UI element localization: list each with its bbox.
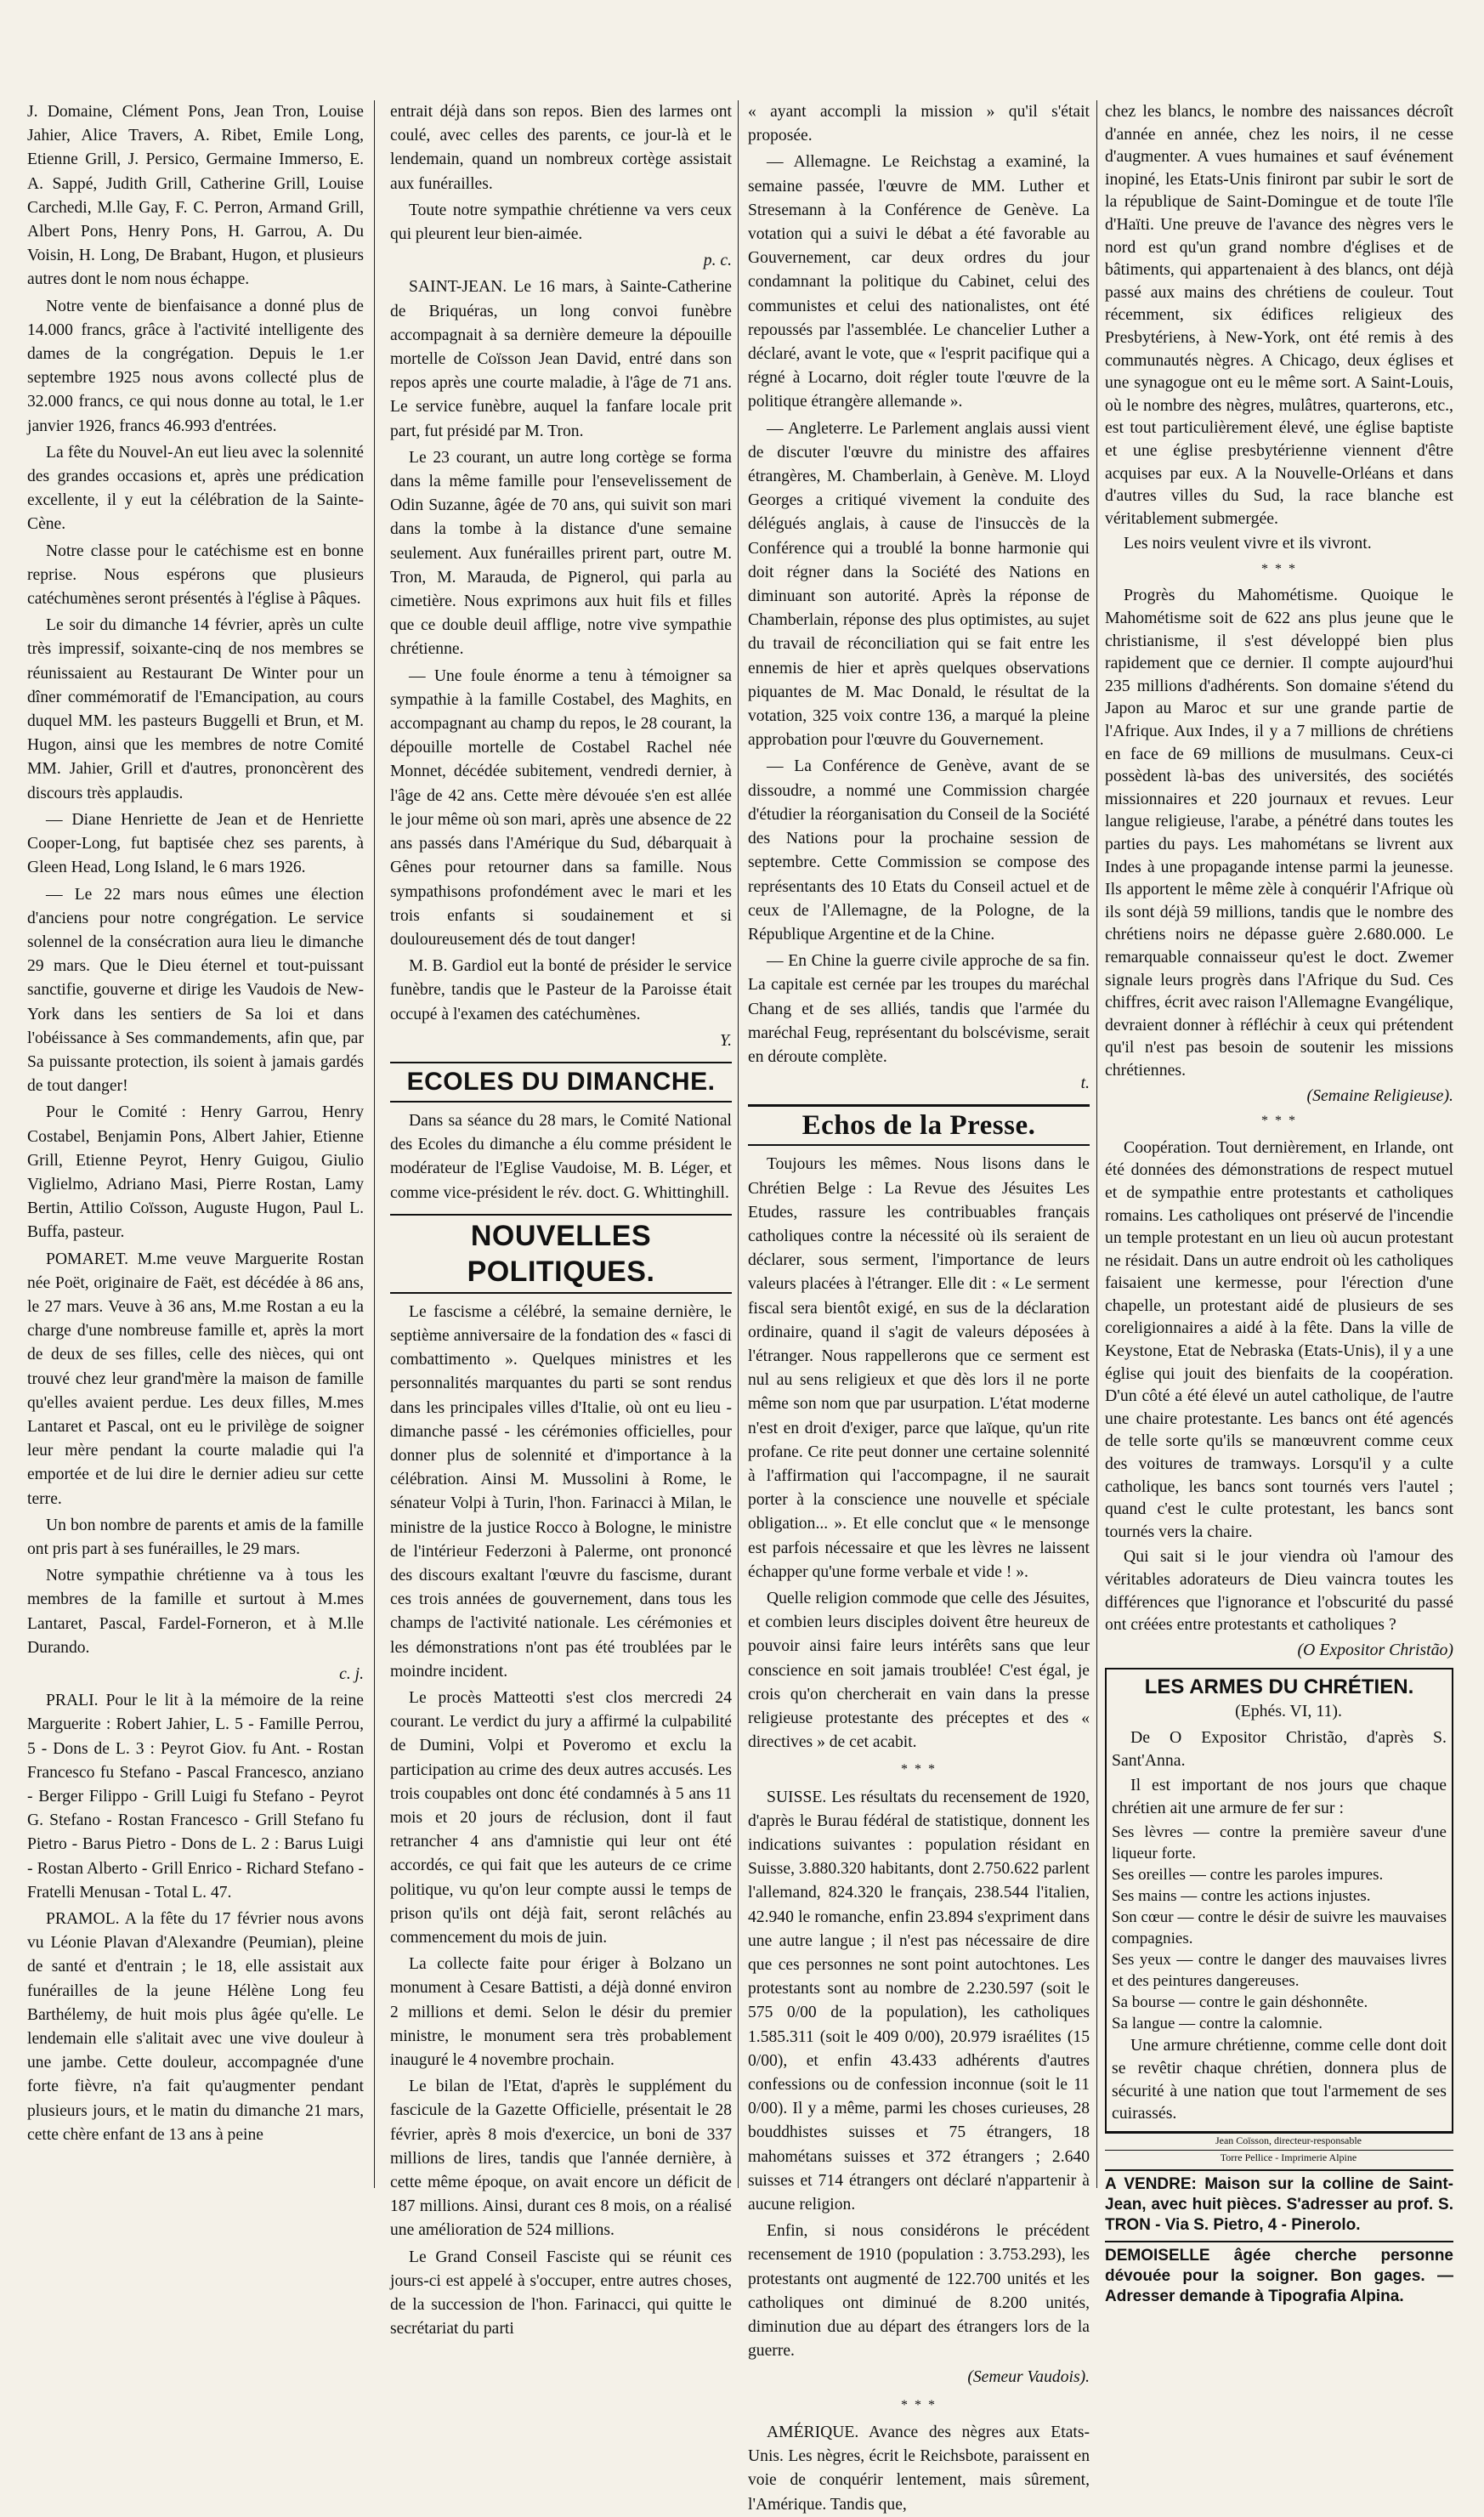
paragraph: Notre classe pour le catéchisme est en bonne reprise. Nous espérons que plusieurs catéchumènes seront présentés à l'église à Pâques. bbox=[27, 541, 364, 609]
paragraph: Les noirs veulent vivre et ils vivront. bbox=[1124, 534, 1372, 553]
armes-item: Sa bourse — contre le gain déshonnête. bbox=[1112, 1993, 1368, 2012]
paragraph: — Angleterre. Le Parlement anglais aussi vient de discuter l'œuvre du ministre des affaires étrangères, M. Chamberlain, à Genève. M. Lloyd Georges a critiqué vivement la conduite des délégués anglais, à cause de l'insuccès de la Conférence qui a troublé la bonne harmonie qui doit régner dans la Société des Nations en diminuant son autorité. Après la réponse de Chamberlain, réponse des plus optimistes, au sujet du travail de réconciliation qui se fait entre les ennemis de hier et après quelques observations piquantes de M. Mac Donald, le résultat de la votation, 325 voix contre 136, a marqué la pleine approbation pour l'œuvre du Gouvernement. bbox=[748, 419, 1090, 750]
paragraph: POMARET. M.me veuve Marguerite Rostan née Poët, originaire de Faët, est décédée à 86 ans, le 27 mars. Veuve à 36 ans, M.me Rostan a eu la charge d'une nombreuse famille et, après la mort de deux de ses filles, celle des nièces, qui ont trouvé chez leur grand'mère la maison de famille qu'elles avaient perdue. Les deux filles, M.mes Lantaret et Pascal, ont eu le privilège de soigner leur mère pendant la courte maladie qui l'a emportée et de lui dire le dernier adieu sur cette terre. bbox=[27, 1250, 364, 1508]
paragraph: « ayant accompli la mission » qu'il s'était proposée. bbox=[748, 103, 1090, 145]
column-rule bbox=[374, 100, 375, 2188]
column-4 bbox=[1105, 100, 1453, 2305]
column-3 bbox=[748, 100, 1090, 2514]
paragraph: Enfin, si nous considérons le précédent recensement de 1910 (population : 3.753.293), les protestants ont augmenté de 122.700 unités et les catholiques ont diminué de 8.200 unités, diminution due au départ des étrangers lors de la guerre. bbox=[748, 2222, 1090, 2361]
section-heading-nouvelles: NOUVELLES POLITIQUES. bbox=[390, 1214, 732, 1294]
column-2 bbox=[390, 100, 732, 2338]
paragraph: Le bilan de l'Etat, d'après le supplément du fascicule de la Gazette Officielle, présentait le 28 février, après 8 mois d'exercice, un boni de 337 millions de lires, tandis que l'année dernière, à cette même époque, on avait encore un déficit de 187 millions. Ainsi, durant ces 8 mois, on a réalisé une amélioration de 524 millions. bbox=[390, 2078, 732, 2240]
signature: c. j. bbox=[339, 1665, 364, 1683]
signature: (Semeur Vaudois). bbox=[967, 2368, 1090, 2387]
paragraph: Notre sympathie chrétienne va à tous les membres de la famille et surtout à M.mes Lantaret, Pascal, Fardel-Forneron, et à M.lle Durando. bbox=[27, 1567, 364, 1657]
signature: t. bbox=[1080, 1074, 1090, 1093]
separator-stars: * * * bbox=[1261, 1114, 1297, 1129]
column-1 bbox=[27, 100, 364, 2186]
separator-stars: * * * bbox=[901, 2397, 937, 2412]
paragraph: De O Expositor Christão, d'après S. Sant'Anna. bbox=[1112, 1727, 1447, 1770]
paragraph: Un bon nombre de parents et amis de la famille ont pris part à ses funérailles, le 29 mars. bbox=[27, 1516, 364, 1558]
signature: (Semaine Religieuse). bbox=[1306, 1086, 1453, 1105]
signature: (O Expositor Christão) bbox=[1297, 1640, 1453, 1659]
paragraph: J. Domaine, Clément Pons, Jean Tron, Louise Jahier, Alice Travers, A. Ribet, Emile Long, Etienne Grill, J. Persico, Germaine Immerso, E. A. Sappé, Judith Grill, Catherine Grill, Louise Carchedi, M.lle Gay, F. C. Perron, Armand Grill, Albert Pons, Henry Pons, H. Garrou, A. Du Voisin, H. Long, De Brabant, Hugon, et plusieurs autres dont le nom nous échappe. bbox=[27, 103, 364, 289]
armes-item: Sa langue — contre la calomnie. bbox=[1112, 2015, 1323, 2033]
armes-item: Ses mains — contre les actions injustes. bbox=[1112, 1887, 1371, 1906]
classified-ad-demoiselle: DEMOISELLE âgée cherche personne dévouée pour la soigner. Bon gages. — Adresser demande à Tipografia Alpina. bbox=[1105, 2241, 1453, 2307]
paragraph: Dans sa séance du 28 mars, le Comité National des Ecoles du dimanche a élu comme président le modérateur de l'Eglise Vaudoise, M. B. Léger, et comme vice-président le rév. doct. G. Whittinghill. bbox=[390, 1111, 732, 1202]
paragraph: Toujours les mêmes. Nous lisons dans le Chrétien Belge : La Revue des Jésuites Les Etudes, rassure les contribuables français catholiques contre la nécessité où ils seraient de déclarer, sous serment, l'importance de leurs valeurs placées à l'étranger. Elle dit : « Le serment fiscal sera bientôt exigé, en sus de la déclaration ordinaire, quand il s'agit de valeurs déposées à l'étranger. Nous rappellerons que ce serment est nul au sens religieux et que dès lors il ne porte même son nom que par usurpation. L'état moderne n'est en droit d'exiger, parce que laïque, qu'un rite profane. Ce rite peut donner une certaine solennité à l'affirmation qui l'accompagne, il ne saurait porter à la conscience une nouvelle et spéciale obligation... ». Et elle conclut que « le mensonge est parfois nécessaire et que les lèvres ne laissent échapper qu'une forme verbale et vide ! ». bbox=[748, 1155, 1090, 1581]
armes-item: Ses yeux — contre le danger des mauvaises livres et des peintures dangereuses. bbox=[1112, 1951, 1447, 1991]
paragraph: PRAMOL. A la fête du 17 février nous avons vu Léonie Plavan d'Alexandre (Peumian), pleine de santé et d'entrain ; le 18, elle assistait aux funérailles de la jeune Hélène Long feu Barthélemy, de huit mois plus âgée qu'elle. Le lendemain elle s'alitait avec une vive douleur à une jambe. Cette douleur, accompagnée d'une forte fièvre, n'a fait qu'augmenter pendant plusieurs jours, et le matin du dimanche 21 mars, cette chère enfant de 13 ans à peine bbox=[27, 1910, 364, 2144]
paragraph: chez les blancs, le nombre des naissances décroît d'année en année, chez les noirs, il ne cesse d'augmenter. A vues humaines et sauf événement inopiné, les Etats-Unis finiront par subir le sort de la république de Saint-Domingue et de toute l'île d'Haïti. Une preuve de l'avance des nègres vers le nord est qu'un grand nombre d'églises et de bâtiments, qui appartenaient à des blancs, ont déjà passé aux mains des chrétiens de couleur. Tout récemment, six édifices religieux des Presbytériens, à New-York, ont été remis à des communautés nègres. A Chicago, deux églises et une synagogue ont eu le même sort. A Saint-Louis, où le nombre des nègres, mulâtres, quarterons, etc., est tout particulièrement élevé, une église baptiste et une église presbytérienne viennent d'être acquises par eux. A la Nouvelle-Orléans et dans d'autres villes du Sud, la race blanche est véritablement submergée. bbox=[1105, 102, 1453, 528]
section-heading-ecoles: ECOLES DU DIMANCHE. bbox=[390, 1062, 732, 1103]
paragraph: Le Grand Conseil Fasciste qui se réunit ces jours-ci est appelé à s'occuper, entre autres choses, de la succession de l'hon. Farinacci, qui quitte le secrétariat du parti bbox=[390, 2248, 732, 2338]
paragraph: PRALI. Pour le lit à la mémoire de la reine Marguerite : Robert Jahier, L. 5 - Famille Perrou, 5 - Dons de L. 3 : Peyrot Giov. fu Ant. - Rostan Francesco fu Stefano - Pascal Francesco, anziano - Berger Filippo - Grill Luigi fu Stefano - Peyrot G. Stefano - Rostan Francesco - Grill Stefano fu Pietro - Barus Pietro - Dons de L. 2 : Barus Luigi - Rostan Alberto - Grill Enrico - Richard Stefano - Fratelli Menusan - Total L. 47. bbox=[27, 1692, 364, 1902]
paragraph: Une armure chrétienne, comme celle dont doit se revêtir chaque chrétien, donnera plus de sécurité à une nation que tout l'armement de ses cuirassés. bbox=[1112, 2036, 1447, 2123]
paragraph: Le soir du dimanche 14 février, après un culte très impressif, soixante-cinq de nos membres se réunissaient au Restaurant De Winter pour un dîner commémoratif de l'Emancipation, au cours duquel MM. les pasteurs Buggelli et Brun, et M. Hugon, ainsi que les membres de notre Comité MM. Jahier, Grill et d'autres, prononcèrent des discours très applaudis. bbox=[27, 616, 364, 802]
paragraph: Progrès du Mahométisme. Quoique le Mahométisme soit de 622 ans plus jeune que le christianisme, il s'est développé bien plus rapidement que ce dernier. Il compte aujourd'hui 235 millions d'adhérents. Son domaine s'étend du Japon au Maroc et sur une grande partie de l'Afrique. Aux Indes, il y a 7 millions de chrétiens en face de 69 millions de musulmans. Ceux-ci possèdent là-bas des universités, des sociétés missionnaires et 220 journaux et revues. Leur langue religieuse, l'arabe, a pénétré dans toutes les parties du pays. Les mahométans se livrent aux Indes à une propagande intense parmi la jeunesse. Ils apportent le même zèle à conquérir l'Afrique où ils sont déjà 59 millions, tandis que le nombre des chrétiens noirs ne dépasse guère 2.680.000. Le remarquable connaisseur qu'est le doct. Zwemer signale leurs progrès dans l'Afrique du Sud. Ces chiffres, écrit avec raison l'Allemagne Evangélique, devraient donner à réfléchir à ceux qui prétendent qu'il n'est pas besoin de soutenir les missions chrétiennes. bbox=[1105, 586, 1453, 1080]
paragraph: — En Chine la guerre civile approche de sa fin. La capitale est cernée par les troupes du maréchal Chang et de ses alliés, tandis que l'armée du maréchal Feug, représentant du bolscévisme, serait en déroute complète. bbox=[748, 952, 1090, 1066]
armes-reference: (Ephés. VI, 11). bbox=[1235, 1702, 1342, 1721]
section-heading-echos: Echos de la Presse. bbox=[748, 1104, 1090, 1146]
armes-item: Ses lèvres — contre la première saveur d'une liqueur forte. bbox=[1112, 1823, 1447, 1863]
armes-item: Ses oreilles — contre les paroles impures. bbox=[1112, 1866, 1384, 1885]
paragraph: — Le 22 mars nous eûmes une élection d'anciens pour notre congrégation. Le service solennel de la consécration aura lieu le dimanche 29 mars. Que le Dieu éternel et tout-puissant sanctifie, gouverne et dirige les Vaudois de New-York dans les sentiers de Sa loi et dans l'obéissance à Ses commandements, afin que, par Sa puissante protection, ils soient à jamais gardés de tout danger! bbox=[27, 885, 364, 1096]
paragraph: Qui sait si le jour viendra où l'amour des véritables adorateurs de Dieu vaincra toutes les différences que l'ignorance et l'obscurité du passé ont créées entre protestants et catholiques ? bbox=[1105, 1547, 1453, 1635]
paragraph: Le 23 courant, un autre long cortège se forma dans la même famille pour l'ensevelissement de Odin Suzanne, âgée de 70 ans, qui suivit son mari dans la tombe à la distance d'une semaine seulement. Aux funérailles prirent part, outre M. Tron, M. Marauda, de Pignerol, qui parla au cimetière. Nous exprimons aux huit fils et filles que ce double deuil afflige, notre vive sympathie chrétienne. bbox=[390, 448, 732, 659]
classified-ad-maison: A VENDRE: Maison sur la colline de Saint-Jean, avec huit pièces. S'adresser au prof. S. TRON - Via S. Pietro, 4 - Pinerolo. bbox=[1105, 2169, 1453, 2236]
paragraph: Il est important de nos jours que chaque chrétien ait une armure de fer sur : bbox=[1112, 1776, 1447, 1817]
paragraph: — Diane Henriette de Jean et de Henriette Cooper-Long, fut baptisée chez ses parents, à Gleen Head, Long Island, le 6 mars 1926. bbox=[27, 810, 364, 877]
paragraph: AMÉRIQUE. Avance des nègres aux Etats-Unis. Les nègres, écrit le Reichsbote, paraissent en voie de conquérir lentement, mais sûrement, l'Amérique. Tandis que, bbox=[748, 2423, 1090, 2514]
paragraph: La collecte faite pour ériger à Bolzano un monument à Cesare Battisti, a déjà donné environ 2 millions et demi. Selon le désir du premier ministre, le monument sera très probablement inauguré le 4 novembre prochain. bbox=[390, 1955, 732, 2070]
paragraph: — Une foule énorme a tenu à témoigner sa sympathie à la famille Costabel, des Maghits, en accompagnant au champ du repos, le 28 courant, la dépouille mortelle de Costabel Rachel née Monnet, décédée subitement, vendredi dernier, à l'âge de 42 ans. Cette mère dévouée s'en est allée le jour même où son mari, après une absence de 22 ans passés dans l'Amérique du Sud, débarquait à Gênes pour retourner dans sa famille. Nous sympathisons profondément avec le mari et les trois enfants si soudainement et si douloureusement dés de tout danger! bbox=[390, 666, 732, 949]
paragraph: Le procès Matteotti s'est clos mercredi 24 courant. Le verdict du jury a affirmé la culpabilité de Dumini, Volpi et Poveromo et exclu la participation au crime des deux autres accusés. Les trois coupables ont donc été condamnés à 5 ans 11 mois et 20 jours de réclusion, dont il faut retrancher 4 ans d'amnistie qui leur ont été accordés, ce qui fait que les auteurs de ce crime politique, vu qu'on leur compte aussi le temps de prison qu'ils ont déjà fait, seront relâchés au commencement du mois de juin. bbox=[390, 1688, 732, 1947]
signature: p. c. bbox=[703, 252, 732, 270]
armes-title: LES ARMES DU CHRÉTIEN. bbox=[1144, 1675, 1414, 1699]
paragraph: entrait déjà dans son repos. Bien des larmes ont coulé, avec celles des parents, ce jour-là et le lendemain, quand un nombreux cortège assistait aux funérailles. bbox=[390, 103, 732, 193]
paragraph: Coopération. Tout dernièrement, en Irlande, ont été données des démonstrations de respect mutuel et de sympathie entre protestants et catholiques romains. Les catholiques ont préservé de l'incendie un temple protestant en un lieu où aucun protestant ne résidait. Dans un autre endroit où les catholiques faisaient une kermesse, pour l'érection d'une chapelle, un protestant aidé de plusieurs de ses coreligionnaires a aidé à la fête. Dans la ville de Keystone, Etat de Nebraska (Etats-Unis), il y a une église qui jouit des bienfaits de la coopération. D'un côté a été élevé un autel catholique, de l'autre une chaire protestante. Les bancs ont été agencés de telle sorte qu'ils se manœuvrent comme ceux des voitures de tramways. Lorsqu'il y a culte catholique, les bancs sont tournés vers l'autel ; quand c'est le culte protestant, les bancs sont tournés vers la chaire. bbox=[1105, 1137, 1453, 1541]
paragraph: Le fascisme a célébré, la semaine dernière, le septième anniversaire de la fondation des « fasci di combattimento ». Quelques ministres et les personnalités marquantes du parti se sont rendus dans les principales villes d'Italie, où ont eu lieu - dimanche passé - les cérémonies officielles, pour donner plus de solennité et d'importance à la célébration. Ainsi M. Mussolini à Rome, le sénateur Volpi à Turin, l'hon. Farinacci à Milan, le ministre de la justice Rocco à Bologne, le ministre de l'intérieur Federzoni à Palerme, ont prononcé des discours exaltant l'œuvre du fascisme, durant ces trois années de gouvernement, dans tous les champs de l'activité nationale. Les cérémonies et les démonstrations n'ont pas été troublées par le moindre incident. bbox=[390, 1302, 732, 1681]
paragraph: Pour le Comité : Henry Garrou, Henry Costabel, Benjamin Pons, Albert Jahier, Etienne Grill, Etienne Peyrot, Henry Guigou, Giulio Viglielmo, Adriano Masi, Pierre Rostan, Lamy Bertin, Attilio Coïsson, Auguste Hugon, Paul L. Buffa, pasteur. bbox=[27, 1103, 364, 1242]
imprint-printer: Torre Pellice - Imprimerie Alpine bbox=[1105, 2150, 1453, 2164]
paragraph: SUISSE. Les résultats du recensement de 1920, d'après le Burau fédéral de statistique, donnent les indications suivantes : population résidant en Suisse, 3.880.320 habitants, dont 2.750.622 parlent l'allemand, 824.320 le français, 238.544 l'italien, 42.940 le romanche, enfin 23.894 s'expriment dans une autre langue ; il n'est pas nécessaire de dire que ces personnes ne sont point autochtones. Les protestants sont au nombre de 2.230.597 (soit le 575 0/00 de la population), les catholiques 1.585.311 (soit le 409 0/00), 20.979 israélites (15 0/00), et enfin 43.433 adhérents d'autres confessions ou de confession inconnue (soit le 11 0/00). Il y a même, parmi les choses curieuses, 28 bouddhistes suisses et 75 étrangers, 18 mahométans suisses et 372 étrangers ; 2.640 suisses et 714 étrangers ont déclaré n'appartenir à aucune religion. bbox=[748, 1788, 1090, 2214]
paragraph: Notre vente de bienfaisance a donné plus de 14.000 francs, grâce à l'activité intelligente des dames de la congrégation. Depuis le 1.er septembre 1925 nous avons collecté plus de 32.000 francs, ce qui nous donne au total, le 1.er janvier 1926, francs 46.993 d'entrées. bbox=[27, 297, 364, 435]
paragraph: Toute notre sympathie chrétienne va vers ceux qui pleurent leur bien-aimée. bbox=[390, 201, 732, 244]
column-rule bbox=[738, 100, 739, 2188]
armes-item: Son cœur — contre le désir de suivre les mauvaises compagnies. bbox=[1112, 1908, 1447, 1948]
signature: Y. bbox=[720, 1031, 732, 1050]
column-rule bbox=[1096, 100, 1097, 2188]
imprint-director: Jean Coïsson, directeur-responsable bbox=[1105, 2133, 1453, 2147]
paragraph: La fête du Nouvel-An eut lieu avec la solennité des grandes occasions et, après une prédication excellente, il y eut la célébration de la Sainte-Cène. bbox=[27, 443, 364, 534]
paragraph: M. B. Gardiol eut la bonté de présider le service funèbre, tandis que le Pasteur de la Paroisse était occupé à l'examen des catéchumènes. bbox=[390, 957, 732, 1023]
paragraph: — La Conférence de Genève, avant de se dissoudre, a nommé une Commission chargée d'étudier la réorganisation du Conseil de la Société des Nations pour la prochaine session de septembre. Cette Commission se compose des représentants des 10 Etats du Conseil actuel et de ceux de l'Allemagne, de la Pologne, de la République Argentine et de la Chine. bbox=[748, 757, 1090, 944]
separator-stars: * * * bbox=[1261, 561, 1297, 576]
paragraph: — Allemagne. Le Reichstag a examiné, la semaine passée, l'œuvre de MM. Luther et Stresemann à la Conférence de Genève. La votation qui a suivi le débat a été favorable au Gouvernement, car deux ordres du jour condamnant la politique du Cabinet, celui des communistes et celui des nationalistes, ont été repoussés par l'assemblée. Le chancelier Luther a déclaré, avant le vote, que « l'esprit pacifique qui a régné à Locarno, doit régler toute l'œuvre de la politique étrangère allemande ». bbox=[748, 153, 1090, 411]
separator-stars: * * * bbox=[901, 1762, 937, 1777]
paragraph: SAINT-JEAN. Le 16 mars, à Sainte-Catherine de Briquéras, un long convoi funèbre accompagnait à sa dernière demeure la dépouille mortelle de Coïsson Jean David, entré dans son repos après une courte maladie, à l'âge de 71 ans. Le service funèbre, auquel la fanfare locale prit part, fut présidé par M. Tron. bbox=[390, 278, 732, 440]
paragraph: Quelle religion commode que celle des Jésuites, et combien leurs disciples doivent être heureux de pouvoir ainsi faire leurs intérêts sans que leur conscience en soit jamais troublée! C'est égal, je crois qu'on chercherait en vain dans la presse religieuse protestante des préceptes et des « directives » de cet acabit. bbox=[748, 1589, 1090, 1752]
armes-box bbox=[1105, 1668, 1453, 2132]
